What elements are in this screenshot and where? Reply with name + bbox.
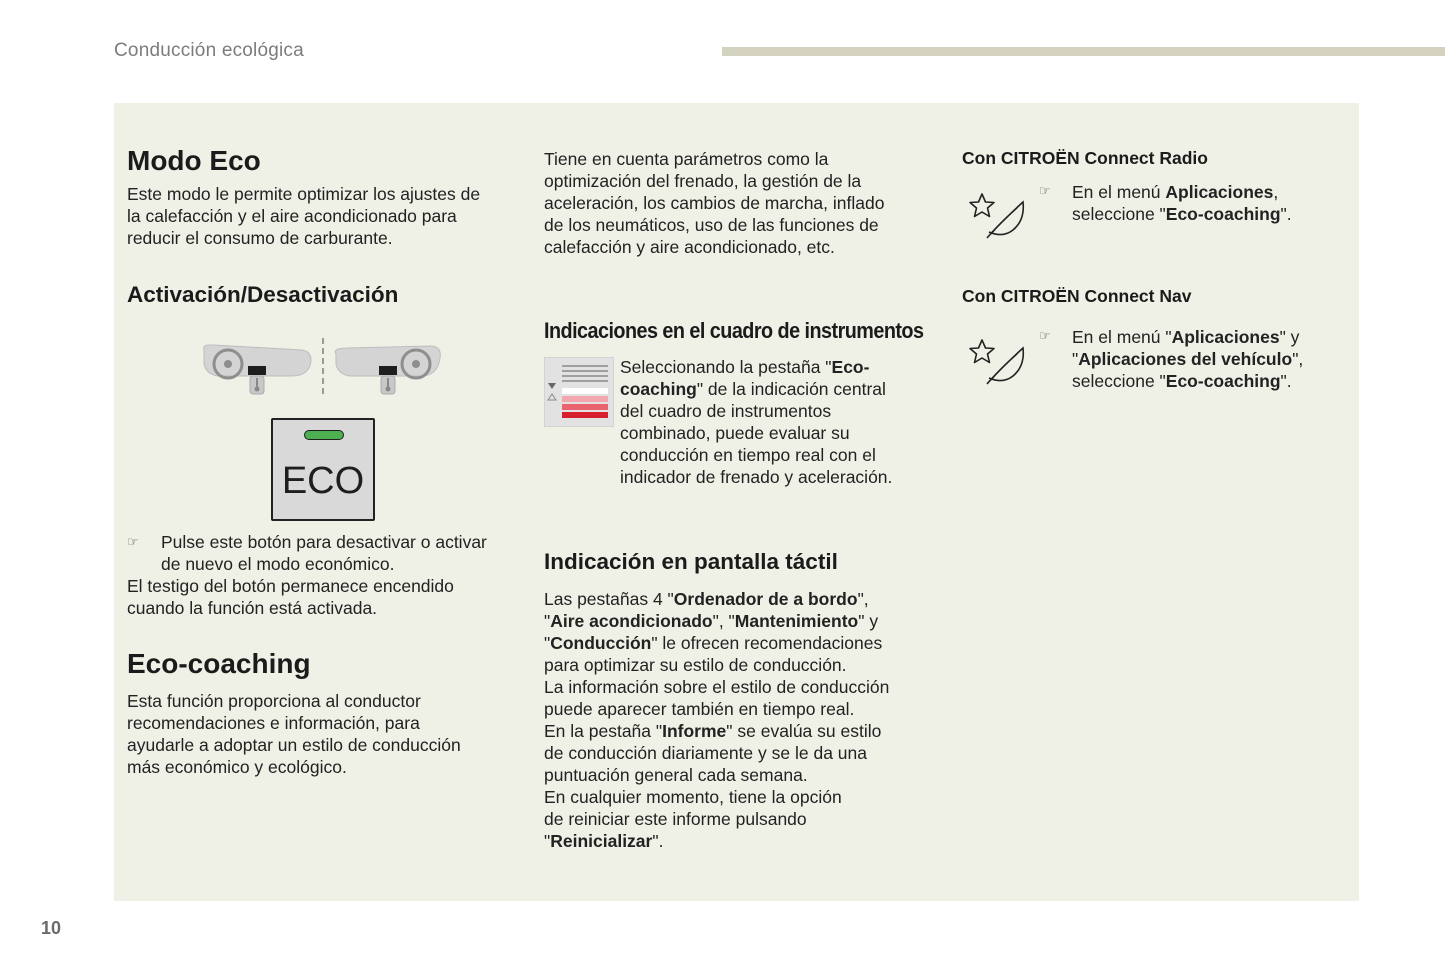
eco-coaching-cluster-icon — [544, 357, 614, 427]
header-title: Conducción ecológica — [114, 40, 304, 61]
activacion-title: Activación/Desactivación — [127, 282, 399, 307]
eco-button-location-illustration — [198, 336, 446, 398]
star-leaf-icon — [967, 336, 1027, 388]
pantalla-text: Las pestañas 4 "Ordenador de a bordo", "Aire acondicionado", "Mantenimiento" y "Conducción" le ofrecen recomendaciones para optimizar su estilo de conducción. La información sobre el estilo de conducción puede aparecer también en tiempo real. En la pestaña "Informe" se evalúa su estilo de conducción diariamente y se le da una puntuación general cada semana. En cualquier momento, tiene la opción de reiniciar este informe pulsando "Reinicializar". — [544, 589, 890, 851]
modo-eco-text: Este modo le permite optimizar los ajustes de la calefacción y el aire acondicionado para reducir el consumo de carburante. — [127, 184, 481, 248]
eco-indicator-led — [304, 430, 344, 440]
modo-eco-title: Modo Eco — [127, 145, 261, 176]
pointing-hand-icon: ☞ — [1039, 328, 1051, 343]
eco-button — [271, 418, 375, 521]
pointing-hand-icon: ☞ — [1039, 183, 1051, 198]
activacion-bullet-text: Pulse este botón para desactivar o activar de nuevo el modo económico. — [161, 532, 487, 574]
header-bar — [722, 47, 1445, 56]
activacion-note-text: El testigo del botón permanece encendido cuando la función está activada. — [127, 576, 454, 618]
page-number: 10 — [41, 918, 62, 938]
pointing-hand-icon: ☞ — [127, 534, 139, 549]
eco-coaching-title: Eco-coaching — [127, 648, 311, 679]
connect-radio-title: Con CITROËN Connect Radio — [962, 148, 1208, 168]
dashboard-right-illustration — [335, 346, 440, 394]
dashboard-left-illustration — [204, 345, 311, 394]
connect-nav-text: En el menú "Aplicaciones" y "Aplicaciones del vehículo", seleccione "Eco-coaching". — [1072, 327, 1304, 391]
parametros-text: Tiene en cuenta parámetros como la optimización del frenado, la gestión de la aceleración, los cambios de marcha, inflado de los neumáticos, uso de las funciones de calefacción y aire acondicionado, etc. — [544, 149, 885, 257]
instrumentos-text: Seleccionando la pestaña "Eco- coaching" de la indicación central del cuadro de instrumentos combinado, puede evaluar su conducción en tiempo real con el indicador de frenado y aceleración. — [620, 357, 893, 487]
connect-radio-text: En el menú Aplicaciones, seleccione "Eco-coaching". — [1072, 182, 1292, 224]
star-leaf-icon — [967, 190, 1027, 242]
connect-nav-title: Con CITROËN Connect Nav — [962, 286, 1192, 306]
pantalla-title: Indicación en pantalla táctil — [544, 549, 838, 574]
instrumentos-title: Indicaciones en el cuadro de instrumentos — [544, 318, 924, 343]
eco-coaching-text: Esta función proporciona al conductor recomendaciones e información, para ayudarle a adoptar un estilo de conducción más económico y ecológico. — [127, 691, 461, 777]
eco-button-label: ECO — [281, 460, 365, 502]
